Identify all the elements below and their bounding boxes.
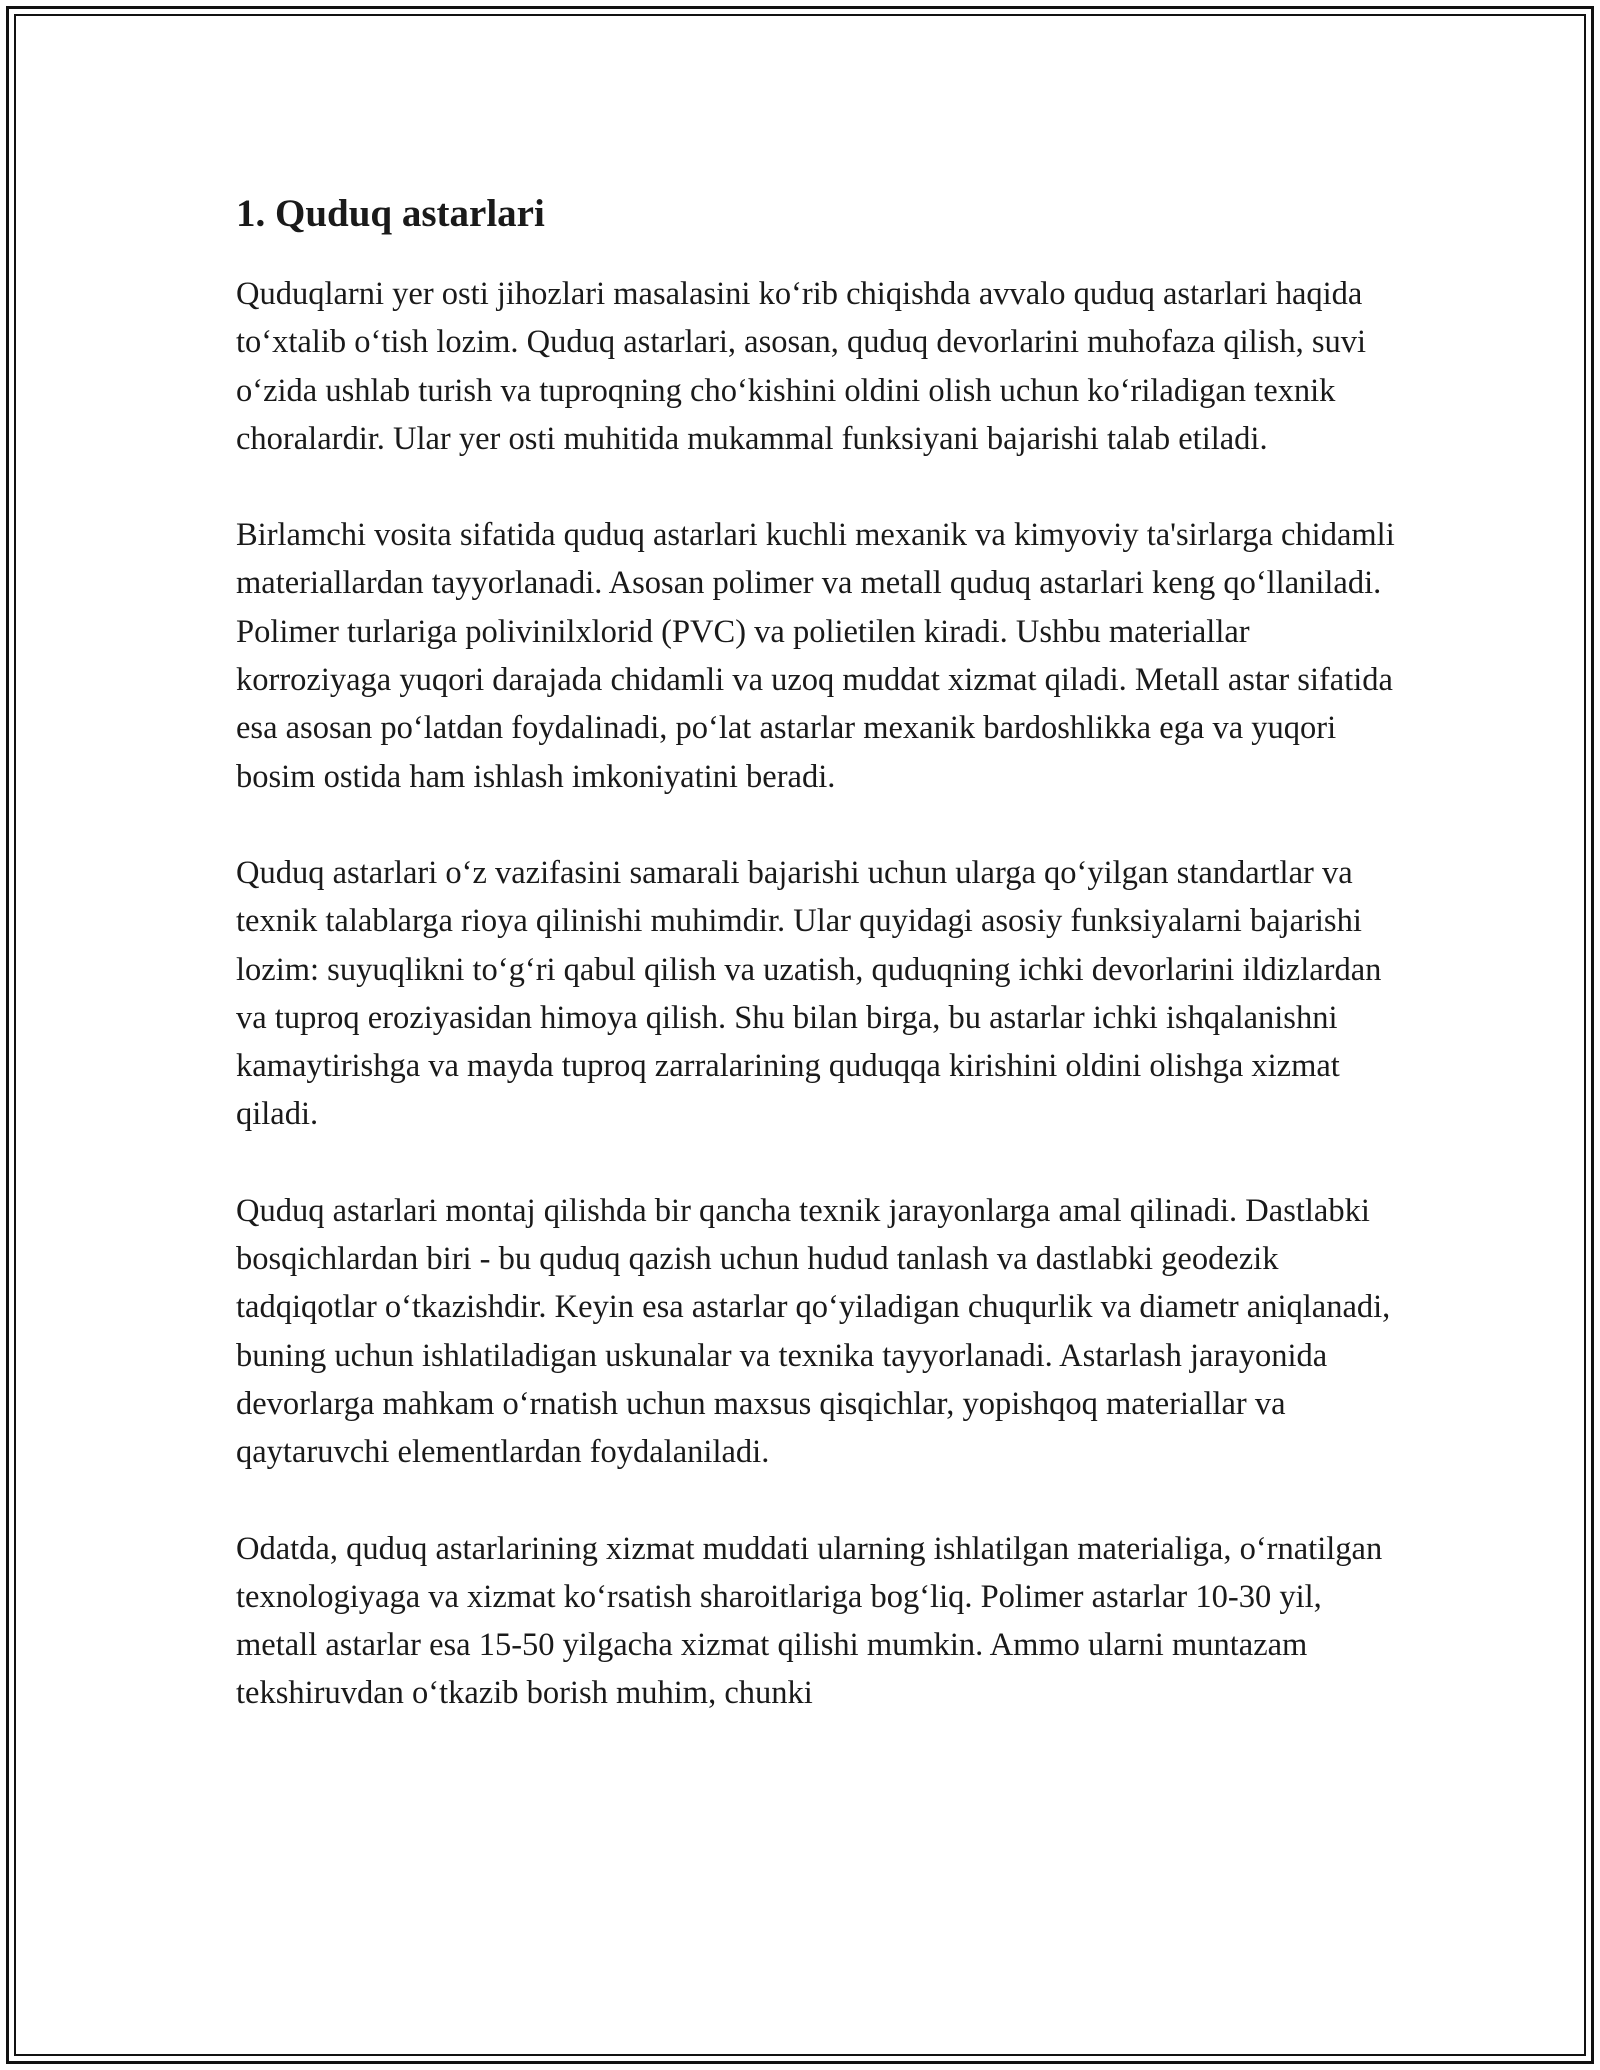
paragraph-1: Quduqlarni yer osti jihozlari masalasini ko‘rib chiqishda avvalo quduq astarlari haqida to‘xtalib o‘tish lozim. Quduq astarlari, asosan, quduq devorlarini muhofaza qilish, suvi o‘zida ushlab turish va tuproqning cho‘kishini oldini olish uchun ko‘riladigan texnik choralardir. Ular yer osti muhitida mukammal funksiyani bajarishi talab etiladi.: [236, 276, 1367, 457]
paragraph-4: Quduq astarlari montaj qilishda bir qancha texnik jarayonlarga amal qilinadi. Dastlabki bosqichlardan biri - bu quduq qazish uchun hudud tanlash va dastlabki geodezik tadqiqotlar o‘tkazishdir. Keyin esa astarlar qo‘yiladigan chuqurlik va diametr aniqlanadi, buning uchun ishlatiladigan uskunalar va texnika tayyorlanadi. Astarlash jarayonida devorlarga mahkam o‘rnatish uchun maxsus qisqichlar, yopishqoq materiallar va qaytaruvchi elementlardan foydalaniladi.: [236, 1192, 1391, 1471]
section-heading: 1. Quduq astarlari: [236, 192, 545, 235]
document-body: [236, 184, 1396, 1766]
paragraph-3: Quduq astarlari o‘z vazifasini samarali bajarishi uchun ularga qo‘yilgan standartlar va texnik talablarga rioya qilinishi muhimdir. Ular quyidagi asosiy funksiyalarni bajarishi lozim: suyuqlikni to‘g‘ri qabul qilish va uzatish, quduqning ichki devorlarini ildizlardan va tuproq eroziyasidan himoya qilish. Shu bilan birga, bu astarlar ichki ishqalanishni kamaytirishga va mayda tuproq zarralarining quduqqa kirishini oldini olishga xizmat qiladi.: [236, 854, 1382, 1133]
paragraph-5: Odatda, quduq astarlarining xizmat muddati ularning ishlatilgan materialiga, o‘rnatilgan texnologiyaga va xizmat ko‘rsatish sharoitlariga bog‘liq. Polimer astarlar 10-30 yil, metall astarlar esa 15-50 yilgacha xizmat qilishi mumkin. Ammo ularni muntazam tekshiruvdan o‘tkazib borish muhim, chunki: [236, 1530, 1383, 1712]
paragraph-2: Birlamchi vosita sifatida quduq astarlari kuchli mexanik va kimyoviy ta'sirlarga chidamli materiallardan tayyorlanadi. Asosan polimer va metall quduq astarlari keng qo‘llaniladi. Polimer turlariga polivinilxlorid (PVC) va polietilen kiradi. Ushbu materiallar korroziyaga yuqori darajada chidamli va uzoq muddat xizmat qiladi. Metall astar sifatida esa asosan po‘latdan foydalinadi, po‘lat astarlar mexanik bardoshlikka ega va yuqori bosim ostida ham ishlash imkoniyatini beradi.: [236, 517, 1395, 795]
